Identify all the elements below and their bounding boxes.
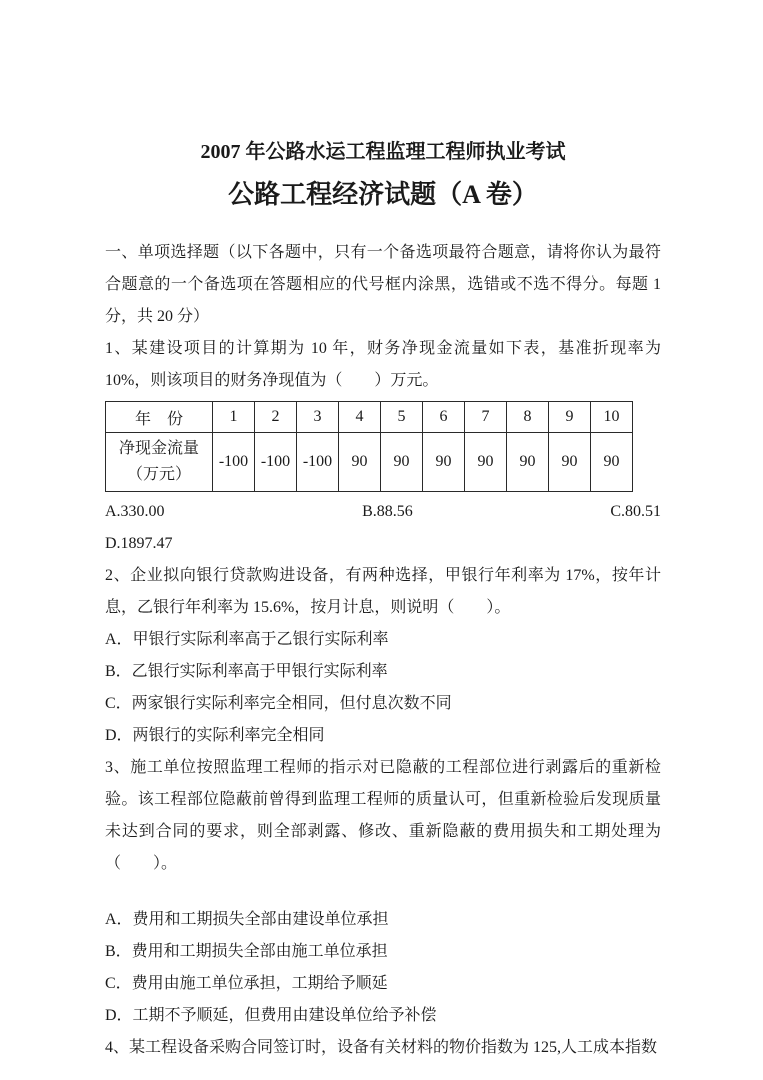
question-1-options-row: [105, 496, 661, 528]
cashflow-value-cell: 90: [339, 433, 381, 492]
question-1-option-d: D.1897.47: [105, 535, 173, 552]
question-1-option-c: C.80.51: [610, 503, 661, 520]
cashflow-table-year-row: [106, 402, 633, 433]
cashflow-year-cell: 7: [465, 402, 507, 433]
cashflow-value-cell: 90: [549, 433, 591, 492]
cashflow-row-label-line1: 净现金流量: [118, 440, 199, 457]
question-2-text: 2、企业拟向银行贷款购进设备，有两种选择，甲银行年利率为 17%，按年计息，乙银行年利率为 15.6%，按月计息，则说明（ ）。: [105, 567, 661, 616]
cashflow-value-cell: 90: [423, 433, 465, 492]
cashflow-table-value-row: [106, 433, 633, 492]
question-2-option-b: B．乙银行实际利率高于甲银行实际利率: [105, 663, 388, 680]
cashflow-year-cell: 8: [507, 402, 549, 433]
question-3-option-a: A．费用和工期损失全部由建设单位承担: [105, 911, 389, 928]
cashflow-value-cell: -100: [297, 433, 339, 492]
question-2-option-d: D．两银行的实际利率完全相同: [105, 727, 325, 744]
section-heading: 一、单项选择题（以下各题中，只有一个备选项最符合题意，请将你认为最符合题意的一个备选项在答题相应的代号框内涂黑，选错或不选不得分。每题 1 分，共 20 分）: [105, 244, 661, 325]
cashflow-table: [105, 401, 633, 492]
question-3-option-b: B．费用和工期损失全部由施工单位承担: [105, 943, 388, 960]
question-1-text: 1、某建设项目的计算期为 10 年，财务净现金流量如下表，基准折现率为 10%，则该项目的财务净现值为（ ）万元。: [105, 340, 661, 389]
cashflow-value-cell: 90: [591, 433, 633, 492]
cashflow-year-cell: 9: [549, 402, 591, 433]
document-title-line2: 公路工程经济试题（A 卷）: [228, 180, 538, 209]
question-1-option-b: B.88.56: [362, 503, 413, 520]
cashflow-row-label-line2: （万元）: [126, 466, 191, 483]
cashflow-value-cell: 90: [507, 433, 549, 492]
document-title-line1: 2007 年公路水运工程监理工程师执业考试: [200, 141, 566, 163]
cashflow-value-cell: 90: [465, 433, 507, 492]
question-1-option-a: A.330.00: [105, 503, 165, 520]
cashflow-row-label: [106, 433, 213, 492]
question-3-option-d: D．工期不予顺延，但费用由建设单位给予补偿: [105, 1007, 437, 1024]
blank-line-spacer: [105, 880, 661, 904]
cashflow-value-cell: 90: [381, 433, 423, 492]
cashflow-value-cell: -100: [255, 433, 297, 492]
cashflow-year-cell: 3: [297, 402, 339, 433]
question-4-text: 4、某工程设备采购合同签订时，设备有关材料的物价指数为 125,人工成本指数: [105, 1039, 658, 1056]
cashflow-year-cell: 2: [255, 402, 297, 433]
cashflow-year-cell: 1: [213, 402, 255, 433]
cashflow-year-cell: 6: [423, 402, 465, 433]
question-2-option-c: C．两家银行实际利率完全相同，但付息次数不同: [105, 695, 452, 712]
cashflow-year-cell: 10: [591, 402, 633, 433]
document-content: [105, 0, 661, 1064]
question-3-text: 3、施工单位按照监理工程师的指示对已隐蔽的工程部位进行剥露后的重新检验。该工程部位隐蔽前曾得到监理工程师的质量认可，但重新检验后发现质量未达到合同的要求，则全部剥露、修改、重新隐蔽的费用损失和工期处理为（ ）。: [105, 759, 661, 872]
question-2-option-a: A．甲银行实际利率高于乙银行实际利率: [105, 631, 389, 648]
cashflow-year-label: 年 份: [106, 402, 213, 433]
cashflow-year-cell: 5: [381, 402, 423, 433]
cashflow-year-cell: 4: [339, 402, 381, 433]
cashflow-value-cell: -100: [213, 433, 255, 492]
question-3-option-c: C．费用由施工单位承担，工期给予顺延: [105, 975, 388, 992]
